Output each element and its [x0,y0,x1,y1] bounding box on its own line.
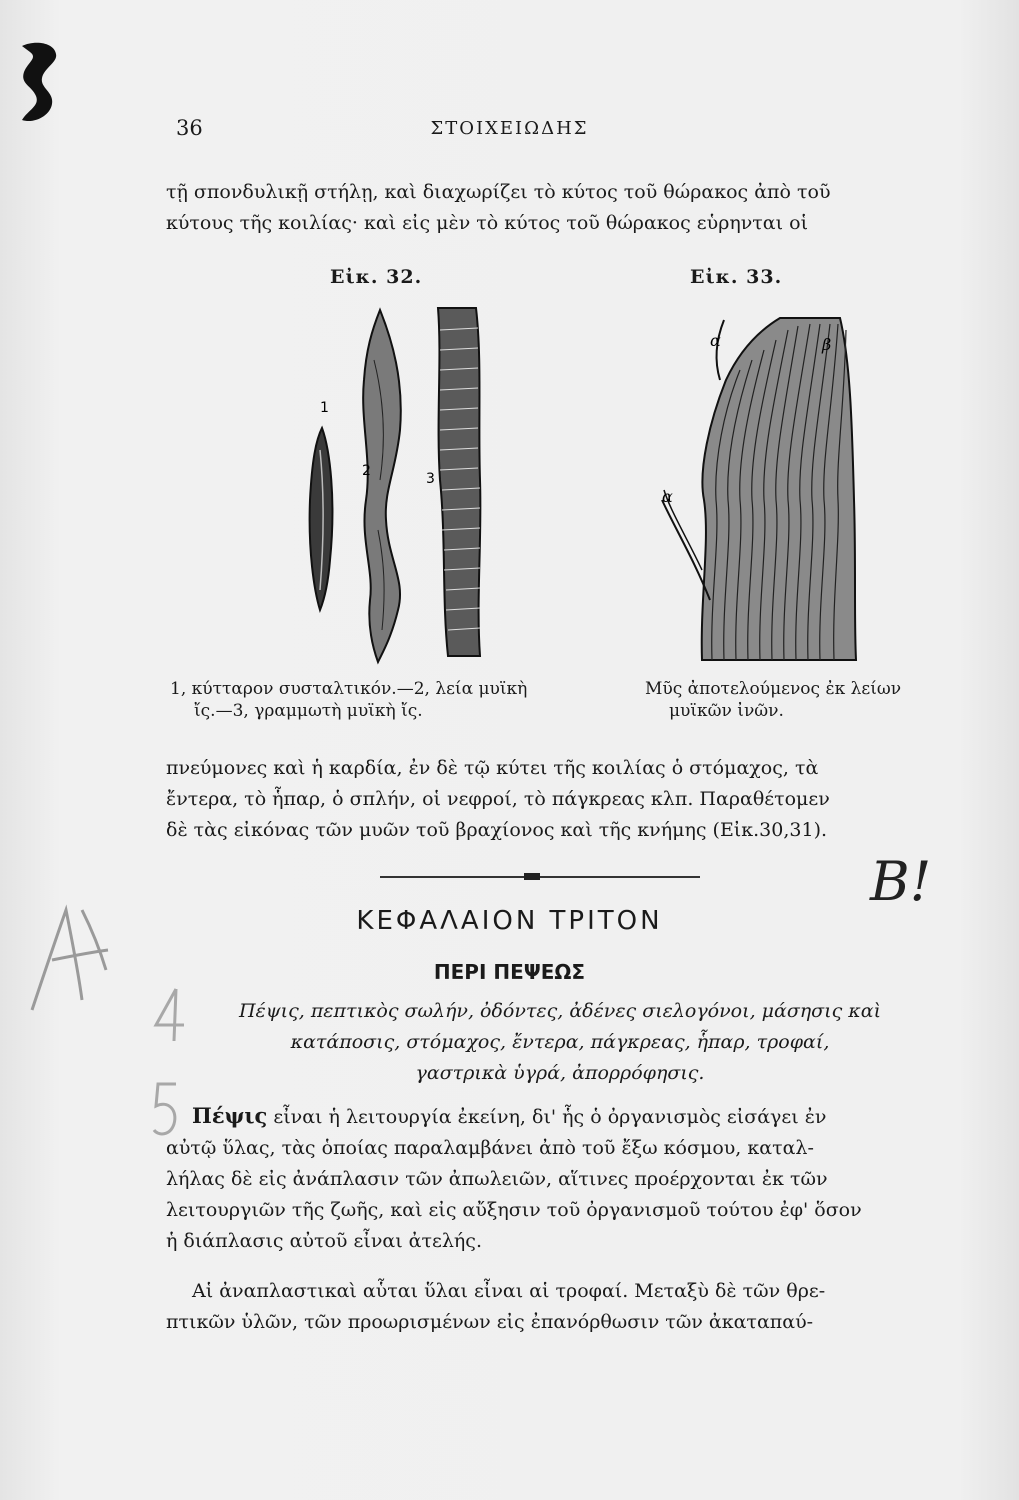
chapter-summary [170,996,950,1089]
text-line: πτικῶν ὑλῶν, τῶν προωρισμένων εἰς ἐπανόρθωσιν τῶν ἀκαταπαύ- [166,1311,814,1333]
body-paragraph-1 [166,1100,958,1257]
lead-word: Πέψις [192,1103,268,1128]
continuation-paragraph [166,753,958,846]
text-line: αὐτῷ ὕλας, τὰς ὁποίας παραλαμβάνει ἀπὸ τοῦ ἔξω κόσμου, καταλ- [166,1137,814,1159]
figure-32-muscle-cells [300,300,500,670]
section-divider [380,876,700,878]
caption-line: Μῦς ἀποτελούμενος ἐκ λείων [645,679,902,699]
figure-33-letter-a-top: α [710,331,721,350]
text-line: λήλας δὲ εἰς ἀνάπλασιν τῶν ἀπωλειῶν, αἵτινες προέρχονται ἐκ τῶν [166,1168,828,1190]
caption-line: ἴς.—3, γραμμωτὴ μυϊκὴ ἴς. [194,701,423,721]
running-head: ΣΤΟΙΧΕΙΩΔΗΣ [430,118,589,139]
intro-paragraph [166,177,958,239]
text-line: δὲ τὰς εἰκόνας τῶν μυῶν τοῦ βραχίονος καὶ τῆς κνήμης (Εἰκ.30,31). [166,819,828,841]
section-title: ΠΕΡΙ ΠΕΨΕΩΣ [433,960,586,984]
figure-33-label: Εἰκ. 33. [690,266,783,288]
ink-blot-mark [14,40,60,126]
figure-32-caption [170,678,610,722]
text-line: ἔντερα, τὸ ἧπαρ, ὁ σπλήν, οἱ νεφροί, τὸ πάγκρεας κλπ. Παραθέτομεν [166,788,830,810]
figure-32-number-3: 3 [426,471,435,487]
figure-32-number-2: 2 [362,463,371,479]
first-line-text: εἶναι ἡ λειτουργία ἐκείνη, δι' ἧς ὁ ὀργανισμὸς εἰσάγει ἐν [267,1106,827,1128]
figure-33-letter-a-left: α [662,487,673,506]
figure-33-letter-b: β [822,335,832,354]
page-header [0,116,1019,146]
text-line: πνεύμονες καὶ ἡ καρδία, ἐν δὲ τῷ κύτει τῆς κοιλίας ὁ στόμαχος, τὰ [166,757,819,779]
summary-line: κατάποσις, στόμαχος, ἔντερα, πάγκρεας, ἧπαρ, τροφαί, [290,1031,830,1053]
chapter-title: ΚΕΦΑΛΑΙΟΝ ΤΡΙΤΟΝ [356,906,663,936]
margin-mark-text: Β! [870,850,932,913]
summary-line: Πέψις, πεπτικὸς σωλήν, ὀδόντες, ἀδένες σιελογόνοι, μάσησις καὶ [238,1000,882,1022]
page-number: 36 [176,116,203,140]
text-line: κύτους τῆς κοιλίας· καὶ εἰς μὲν τὸ κύτος τοῦ θώρακος εὑρηνται οἱ [166,212,809,234]
divider-ornament [524,873,540,880]
text-line: λειτουργιῶν τῆς ζωῆς, καὶ εἰς αὔξησιν τοῦ ὀργανισμοῦ τούτου ἐφ' ὅσον [166,1199,862,1221]
caption-line: 1, κύτταρον συσταλτικόν.—2, λεία μυϊκὴ [170,679,528,699]
figure-32-number-1: 1 [320,400,329,416]
text-line [166,1100,958,1133]
body-paragraph-2 [166,1276,958,1338]
text-line: Αἱ ἀναπλαστικαὶ αὗται ὕλαι εἶναι αἱ τροφαί. Μεταξὺ δὲ τῶν θρε- [192,1280,826,1302]
text-line: ἡ διάπλασις αὐτοῦ εἶναι ἀτελής. [166,1230,482,1252]
figure-33-muscle-bundle [640,300,880,670]
summary-line: γαστρικὰ ὑγρά, ἀπορρόφησις. [415,1062,705,1084]
caption-line: μυϊκῶν ἰνῶν. [669,701,784,721]
text-line: τῇ σπονδυλικῇ στήλῃ, καὶ διαχωρίζει τὸ κύτος τοῦ θώρακος ἀπὸ τοῦ [166,181,831,203]
figure-32-label: Εἰκ. 32. [330,266,423,288]
figure-33-caption [645,678,975,722]
